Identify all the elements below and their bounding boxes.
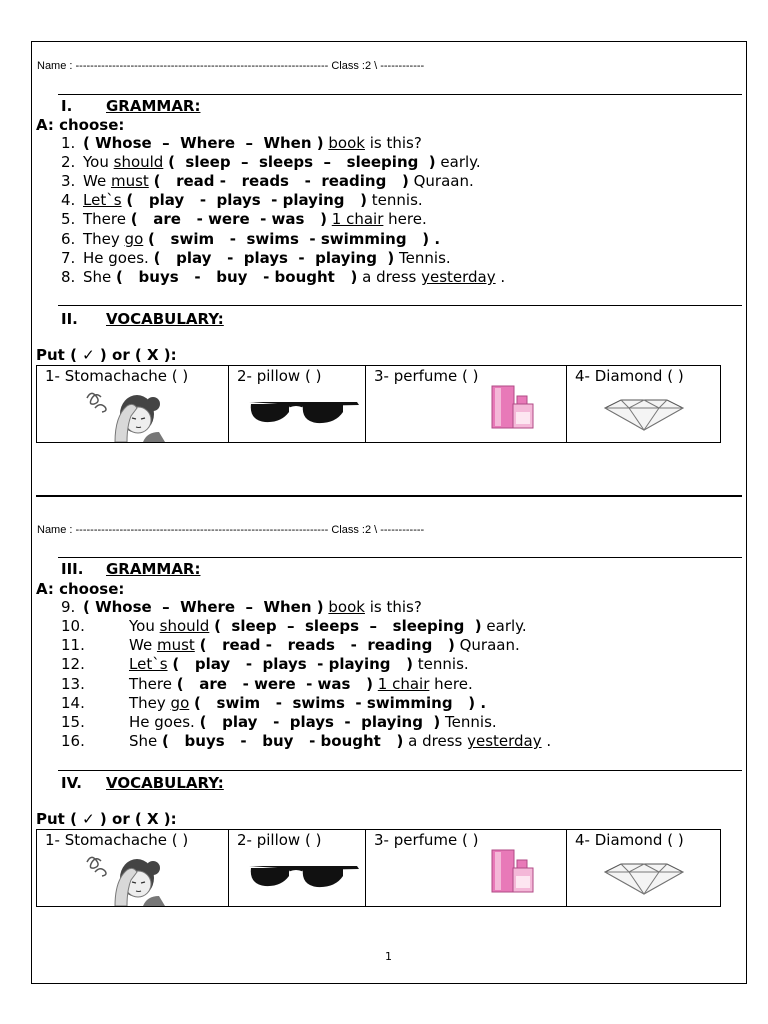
- answer-choices: ( play - plays - playing ): [199, 713, 441, 731]
- grammar-heading: GRAMMAR:: [106, 97, 201, 115]
- answer-choices: ( read - reads - reading ): [153, 172, 409, 190]
- grammar-heading: GRAMMAR:: [106, 560, 201, 578]
- question-text: [129, 636, 520, 654]
- perfume-bottle-icon: [490, 384, 538, 430]
- underlined-word: 1 chair: [377, 675, 430, 693]
- sentence-segment: He goes.: [83, 249, 154, 267]
- sunglasses-icon: [247, 862, 361, 890]
- question-text: [129, 675, 473, 693]
- section-numeral: IV.: [61, 774, 82, 792]
- sentence-segment: She: [129, 732, 163, 750]
- question-text: [83, 172, 474, 190]
- vocab-label: 3- perfume ( ): [374, 367, 479, 385]
- question-item: [61, 732, 551, 751]
- question-number: 2.: [61, 153, 76, 171]
- question-item: [61, 172, 474, 191]
- sentence-segment: here.: [383, 210, 427, 228]
- vocab-cell-stomachache: [37, 366, 229, 443]
- underlined-word: go: [124, 230, 144, 248]
- underlined-word: 1 chair: [331, 210, 384, 228]
- vocab-label: 1- Stomachache ( ): [45, 831, 189, 849]
- answer-choices: ( play - plays - playing ): [126, 191, 368, 209]
- question-number: 11.: [61, 636, 85, 654]
- question-number: 13.: [61, 675, 85, 693]
- vocab-cell-stomachache: [37, 830, 229, 907]
- page-number: 1: [385, 950, 392, 963]
- name-line: Name : --------------------------------------------------------------------- Class :2 \ ------------: [37, 60, 425, 72]
- vocab-label: 3- perfume ( ): [374, 831, 479, 849]
- underlined-word: yesterday: [421, 268, 496, 286]
- underlined-word: must: [110, 172, 149, 190]
- question-number: 5.: [61, 210, 76, 228]
- vocab-label: 2- pillow ( ): [237, 367, 322, 385]
- question-text: [129, 732, 551, 750]
- sentence-segment: She: [83, 268, 117, 286]
- sentence-segment: We: [129, 636, 157, 654]
- name-line: Name : --------------------------------------------------------------------- Class :2 \ ------------: [37, 524, 425, 536]
- question-text: [129, 713, 497, 731]
- vocab-cell-perfume: [366, 366, 567, 443]
- vocab-cell-diamond: [567, 830, 721, 907]
- question-number: 9.: [61, 598, 76, 616]
- question-number: 4.: [61, 191, 76, 209]
- sentence-segment: Quraan.: [408, 172, 474, 190]
- question-number: 14.: [61, 694, 85, 712]
- vocabulary-heading: VOCABULARY:: [106, 310, 224, 328]
- question-text: [83, 268, 505, 286]
- divider: [58, 94, 742, 95]
- vocab-cell-pillow: [229, 830, 366, 907]
- sentence-segment: is this?: [364, 598, 422, 616]
- answer-choices: ( play - plays - playing ): [153, 249, 395, 267]
- question-item: [61, 191, 423, 210]
- question-text: [83, 210, 427, 228]
- answer-choices: ( swim - swims - swimming ) .: [194, 694, 487, 712]
- section-numeral: III.: [61, 560, 84, 578]
- sentence-segment: He goes.: [129, 713, 200, 731]
- divider: [58, 770, 742, 771]
- vocab-label: 1- Stomachache ( ): [45, 367, 189, 385]
- sentence-segment: early.: [481, 617, 527, 635]
- answer-choices: ( swim - swims - swimming ) .: [148, 230, 441, 248]
- underlined-word: must: [156, 636, 195, 654]
- question-number: 7.: [61, 249, 76, 267]
- answer-choices: ( read - reads - reading ): [199, 636, 455, 654]
- sentence-segment: a dress: [403, 732, 468, 750]
- question-item: [61, 153, 481, 172]
- question-number: 10.: [61, 617, 85, 635]
- section-numeral: I.: [61, 97, 73, 115]
- vocab-label: 2- pillow ( ): [237, 831, 322, 849]
- question-item: [61, 268, 505, 287]
- question-text: [83, 598, 422, 616]
- answer-choices: ( sleep – sleeps – sleeping ): [214, 617, 482, 635]
- sentence-segment: tennis.: [367, 191, 423, 209]
- question-text: [83, 191, 423, 209]
- question-item: [61, 249, 451, 268]
- question-item: [61, 675, 473, 694]
- headache-girl-icon: [81, 384, 171, 442]
- put-label: Put ( ✓ ) or ( X ):: [36, 810, 177, 828]
- vocabulary-table: [36, 365, 721, 443]
- answer-choices: ( play - plays - playing ): [172, 655, 414, 673]
- section-numeral: II.: [61, 310, 78, 328]
- choose-label: A: choose:: [36, 116, 125, 134]
- question-number: 1.: [61, 134, 76, 152]
- question-item: [61, 655, 469, 674]
- underlined-word: yesterday: [467, 732, 542, 750]
- underlined-word: book: [328, 134, 365, 152]
- answer-choices: ( are - were - was ): [176, 675, 373, 693]
- underlined-word: Let`s: [129, 655, 168, 673]
- sentence-segment: There: [129, 675, 177, 693]
- question-number: 3.: [61, 172, 76, 190]
- vocab-cell-perfume: [366, 830, 567, 907]
- answer-choices: ( sleep – sleeps – sleeping ): [168, 153, 436, 171]
- sentence-segment: .: [495, 268, 506, 286]
- question-number: 8.: [61, 268, 76, 286]
- sentence-segment: There: [83, 210, 131, 228]
- divider: [58, 557, 742, 558]
- underlined-word: go: [170, 694, 190, 712]
- put-label: Put ( ✓ ) or ( X ):: [36, 346, 177, 364]
- sentence-segment: We: [83, 172, 111, 190]
- vocab-cell-pillow: [229, 366, 366, 443]
- answer-choices: ( buys - buy - bought ): [162, 732, 404, 750]
- question-number: 6.: [61, 230, 76, 248]
- question-item: [61, 636, 520, 655]
- answer-choices: ( buys - buy - bought ): [116, 268, 358, 286]
- question-text: [129, 655, 469, 673]
- underlined-word: Let`s: [83, 191, 122, 209]
- choose-label: A: choose:: [36, 580, 125, 598]
- question-number: 16.: [61, 732, 85, 750]
- question-item: [61, 598, 422, 617]
- sentence-segment: You: [129, 617, 160, 635]
- diamond-icon: [603, 862, 685, 896]
- question-number: 12.: [61, 655, 85, 673]
- question-text: [129, 617, 527, 635]
- section-separator: [36, 495, 742, 497]
- question-item: [61, 694, 486, 713]
- sentence-segment: They: [129, 694, 171, 712]
- sentence-segment: .: [541, 732, 552, 750]
- sentence-segment: a dress: [357, 268, 422, 286]
- vocabulary-heading: VOCABULARY:: [106, 774, 224, 792]
- question-text: [83, 134, 422, 152]
- sentence-segment: Tennis.: [394, 249, 451, 267]
- answer-choices: ( are - were - was ): [130, 210, 327, 228]
- question-item: [61, 210, 427, 229]
- sentence-segment: here.: [429, 675, 473, 693]
- question-text: [83, 230, 440, 248]
- sentence-segment: tennis.: [413, 655, 469, 673]
- vocab-label: 4- Diamond ( ): [575, 367, 684, 385]
- vocab-label: 4- Diamond ( ): [575, 831, 684, 849]
- question-text: [129, 694, 486, 712]
- question-item: [61, 713, 497, 732]
- answer-choices: ( Whose – Where – When ): [83, 134, 324, 152]
- question-number: 15.: [61, 713, 85, 731]
- sunglasses-icon: [247, 398, 361, 426]
- underlined-word: should: [113, 153, 164, 171]
- question-item: [61, 230, 440, 249]
- sentence-segment: is this?: [364, 134, 422, 152]
- sentence-segment: Quraan.: [454, 636, 520, 654]
- sentence-segment: You: [83, 153, 114, 171]
- sentence-segment: early.: [435, 153, 481, 171]
- perfume-bottle-icon: [490, 848, 538, 894]
- underlined-word: book: [328, 598, 365, 616]
- question-text: [83, 153, 481, 171]
- sentence-segment: They: [83, 230, 125, 248]
- vocabulary-table: [36, 829, 721, 907]
- diamond-icon: [603, 398, 685, 432]
- divider: [58, 305, 742, 306]
- vocab-cell-diamond: [567, 366, 721, 443]
- question-item: [61, 617, 527, 636]
- question-text: [83, 249, 451, 267]
- underlined-word: should: [159, 617, 210, 635]
- sentence-segment: Tennis.: [440, 713, 497, 731]
- question-item: [61, 134, 422, 153]
- answer-choices: ( Whose – Where – When ): [83, 598, 324, 616]
- headache-girl-icon: [81, 848, 171, 906]
